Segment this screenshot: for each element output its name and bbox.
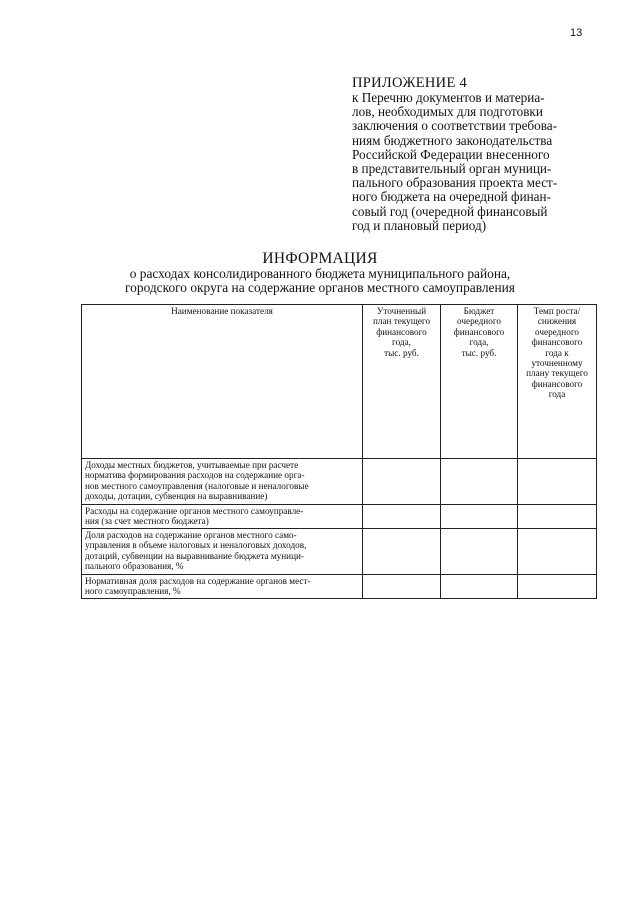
table-cell [441,574,518,598]
table-row [82,528,597,574]
appendix-block [352,76,602,233]
table-header-row [82,305,597,459]
table-cell [363,459,441,505]
header-indicator-name: Наименование показателя [82,305,363,459]
table-cell [363,505,441,529]
row-label: Доля расходов на содержание органов местного само- управления в объеме налоговых и неналоговых доходов, дотаций, субвенции на выравнивание бюджета муници- пального образования, % [82,528,363,574]
appendix-line: заключения о соответствии требова- [352,118,558,134]
row-label: Доходы местных бюджетов, учитываемые при расчете норматива формирования расходов на содержание орга- нов местного самоуправления (налоговые и неналоговые доходы, дотации, субвенция на выравнивание) [82,459,363,505]
row-label: Нормативная доля расходов на содержание органов мест- ного самоуправления, % [82,574,363,598]
appendix-line: ниям бюджетного законодательства [352,132,553,148]
appendix-line: ного бюджета на очередной финан- [352,189,551,205]
header-current-plan: Уточненный план текущего финансового года, тыс. руб. [363,305,441,459]
heading-subtitle-line: городского округа на содержание органов местного самоуправления [125,280,515,295]
header-growth-rate: Темп роста/ снижения очередного финансового года к уточненному плану текущего финансового года [518,305,597,459]
header-next-year-budget: Бюджет очередного финансового года, тыс. руб. [441,305,518,459]
appendix-line: год и плановый период) [352,217,487,233]
table-row [82,505,597,529]
table-cell [518,505,597,529]
table-row [82,574,597,598]
table-cell [363,574,441,598]
appendix-title: ПРИЛОЖЕНИЕ 4 [352,75,468,91]
info-table [81,304,597,599]
heading-title: ИНФОРМАЦИЯ [262,250,378,267]
document-heading [0,250,640,295]
heading-subtitle-line: о расходах консолидированного бюджета муниципального района, [129,266,511,281]
table-cell [518,459,597,505]
row-label: Расходы на содержание органов местного самоуправле- ния (за счет местного бюджета) [82,505,363,529]
table-row [82,459,597,505]
page-number: 13 [570,27,583,39]
table-cell [441,505,518,529]
appendix-line: в представительный орган муници- [352,161,552,177]
table-cell [441,459,518,505]
table-cell [441,528,518,574]
appendix-line: Российской Федерации внесенного [352,146,550,162]
appendix-line: лов, необходимых для подготовки [352,104,543,120]
appendix-line: пального образования проекта мест- [352,175,558,191]
table-cell [363,528,441,574]
table-cell [518,528,597,574]
appendix-line: совый год (очередной финансовый [352,203,548,219]
table-cell [518,574,597,598]
appendix-line: к Перечню документов и материа- [352,90,545,105]
